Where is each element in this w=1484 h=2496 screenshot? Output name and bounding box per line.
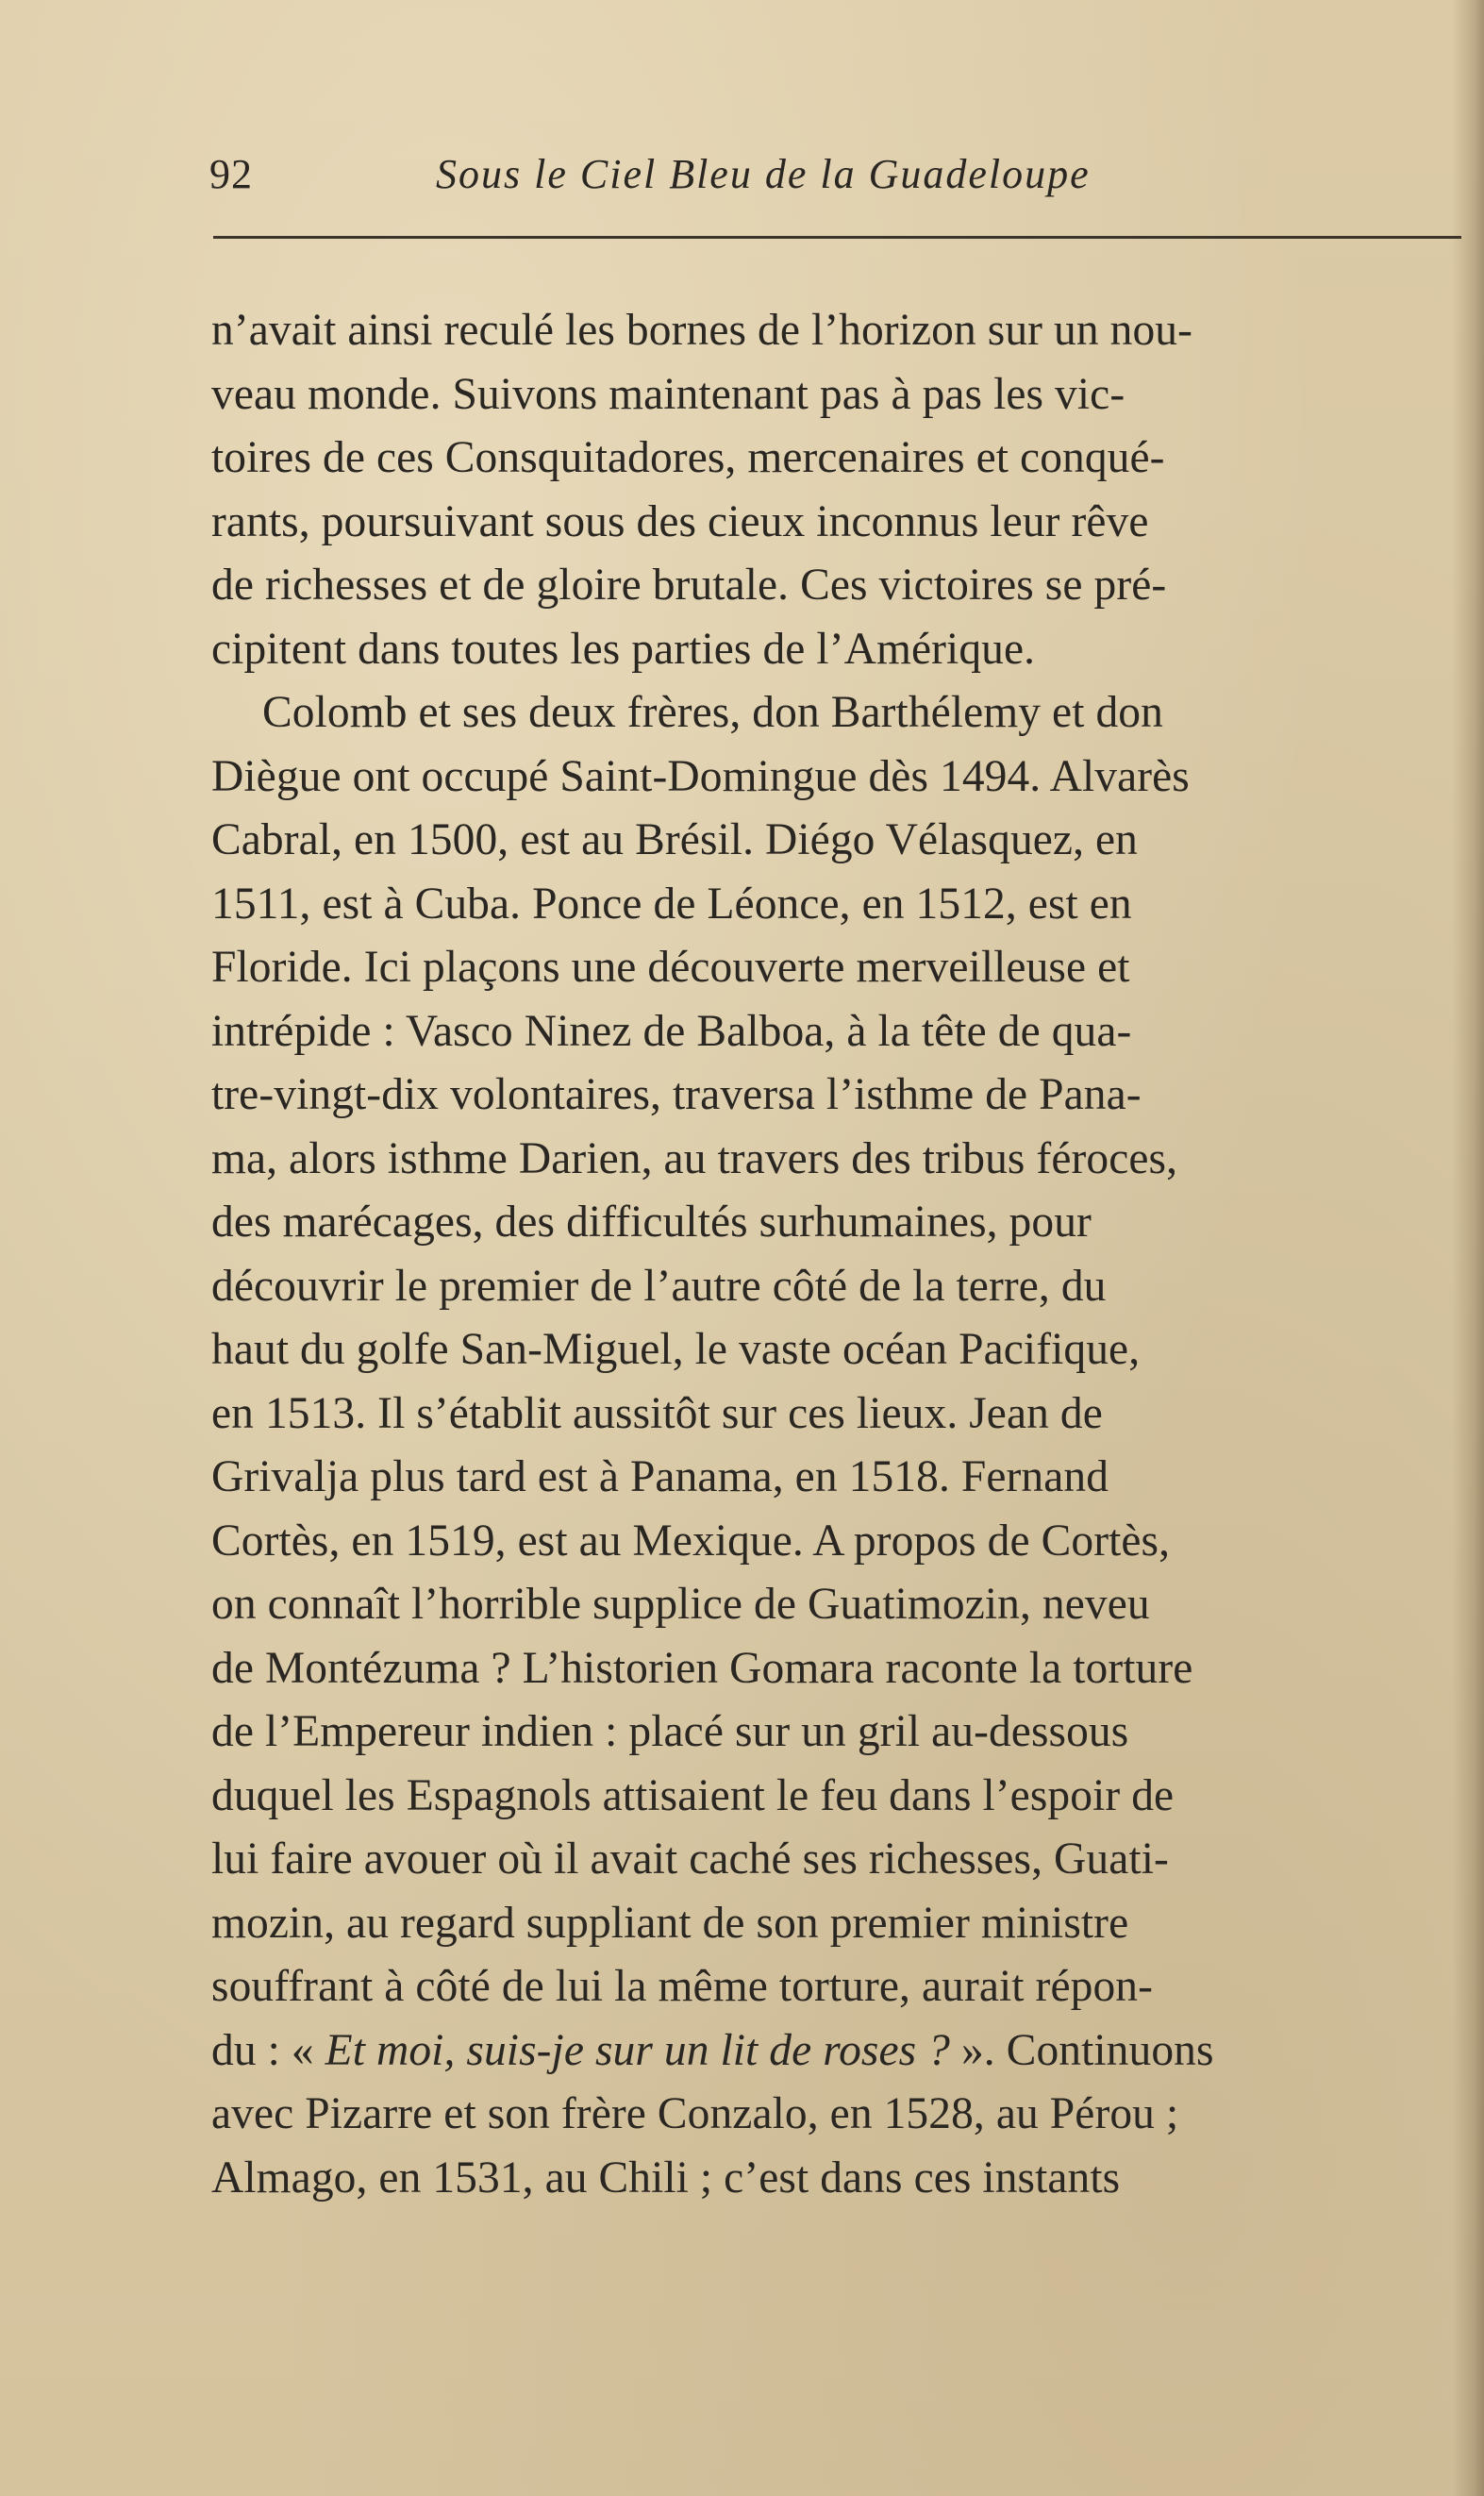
quote-line-after: ». Continuons	[949, 2025, 1214, 2075]
header-rule	[213, 236, 1461, 239]
paragraph-start-line: Colomb et ses deux frères, don Barthélemy et don	[262, 688, 1163, 737]
text-line: tre-vingt-dix volontaires, traversa l’isthme de Pana-	[211, 1070, 1142, 1119]
running-title: Sous le Ciel Bleu de la Guadeloupe	[436, 151, 1091, 197]
text-line: Grivalja plus tard est à Panama, en 1518. Fernand	[211, 1452, 1109, 1501]
text-line: Cabral, en 1500, est au Brésil. Diégo Vélasquez, en	[211, 815, 1139, 864]
text-line: découvrir le premier de l’autre côté de la terre, du	[211, 1261, 1107, 1311]
text-line: ma, alors isthme Darien, au travers des tribus féroces,	[211, 1133, 1178, 1183]
text-line: rants, poursuivant sous des cieux inconnus leur rêve	[211, 496, 1149, 546]
text-line: duquel les Espagnols attisaient le feu dans l’espoir de	[211, 1770, 1175, 1820]
text-line: avec Pizarre et son frère Conzalo, en 1528, au Pérou ;	[211, 2089, 1179, 2138]
text-line: Diègue ont occupé Saint-Domingue dès 1494. Alvarès	[211, 751, 1190, 801]
quote-line-before: du : «	[211, 2025, 325, 2075]
text-line: veau monde. Suivons maintenant pas à pas les vic-	[211, 369, 1126, 419]
text-line: toires de ces Consquitadores, mercenaires et conqué-	[211, 433, 1165, 482]
page-number: 92	[209, 151, 253, 197]
text-line: en 1513. Il s’établit aussitôt sur ces lieux. Jean de	[211, 1388, 1103, 1438]
text-line: Almago, en 1531, au Chili ; c’est dans ces instants	[211, 2153, 1121, 2203]
text-line: Cortès, en 1519, est au Mexique. A propos de Cortès,	[211, 1516, 1171, 1566]
text-line: 1511, est à Cuba. Ponce de Léonce, en 1512, est en	[211, 879, 1132, 929]
text-line: intrépide : Vasco Ninez de Balboa, à la tête de qua-	[211, 1006, 1132, 1056]
text-line: mozin, au regard suppliant de son premier ministre	[211, 1898, 1129, 1948]
text-line: Floride. Ici plaçons une découverte merveilleuse et	[211, 943, 1130, 992]
text-line: on connaît l’horrible supplice de Guatimozin, neveu	[211, 1580, 1150, 1629]
italic-quote: Et moi, suis-je sur un lit de roses ?	[325, 2025, 950, 2075]
text-line: lui faire avouer où il avait caché ses richesses, Guati-	[211, 1834, 1169, 1884]
text-line: des marécages, des difficultés surhumaines, pour	[211, 1198, 1092, 1247]
text-line: n’avait ainsi reculé les bornes de l’horizon sur un nou-	[211, 306, 1193, 355]
text-line: haut du golfe San-Miguel, le vaste océan Pacifique,	[211, 1325, 1141, 1374]
body-text	[211, 299, 1476, 2210]
text-line: de l’Empereur indien : placé sur un gril au-dessous	[211, 1707, 1129, 1756]
text-line: de Montézuma ? L’historien Gomara raconte la torture	[211, 1643, 1193, 1693]
page-header	[209, 142, 1459, 208]
text-line: souffrant à côté de lui la même torture, aurait répon-	[211, 1962, 1153, 2011]
text-line: de richesses et de gloire brutale. Ces victoires se pré-	[211, 561, 1167, 610]
quote-line	[211, 2019, 1476, 2084]
text-line: cipitent dans toutes les parties de l’Amérique.	[211, 624, 1036, 674]
